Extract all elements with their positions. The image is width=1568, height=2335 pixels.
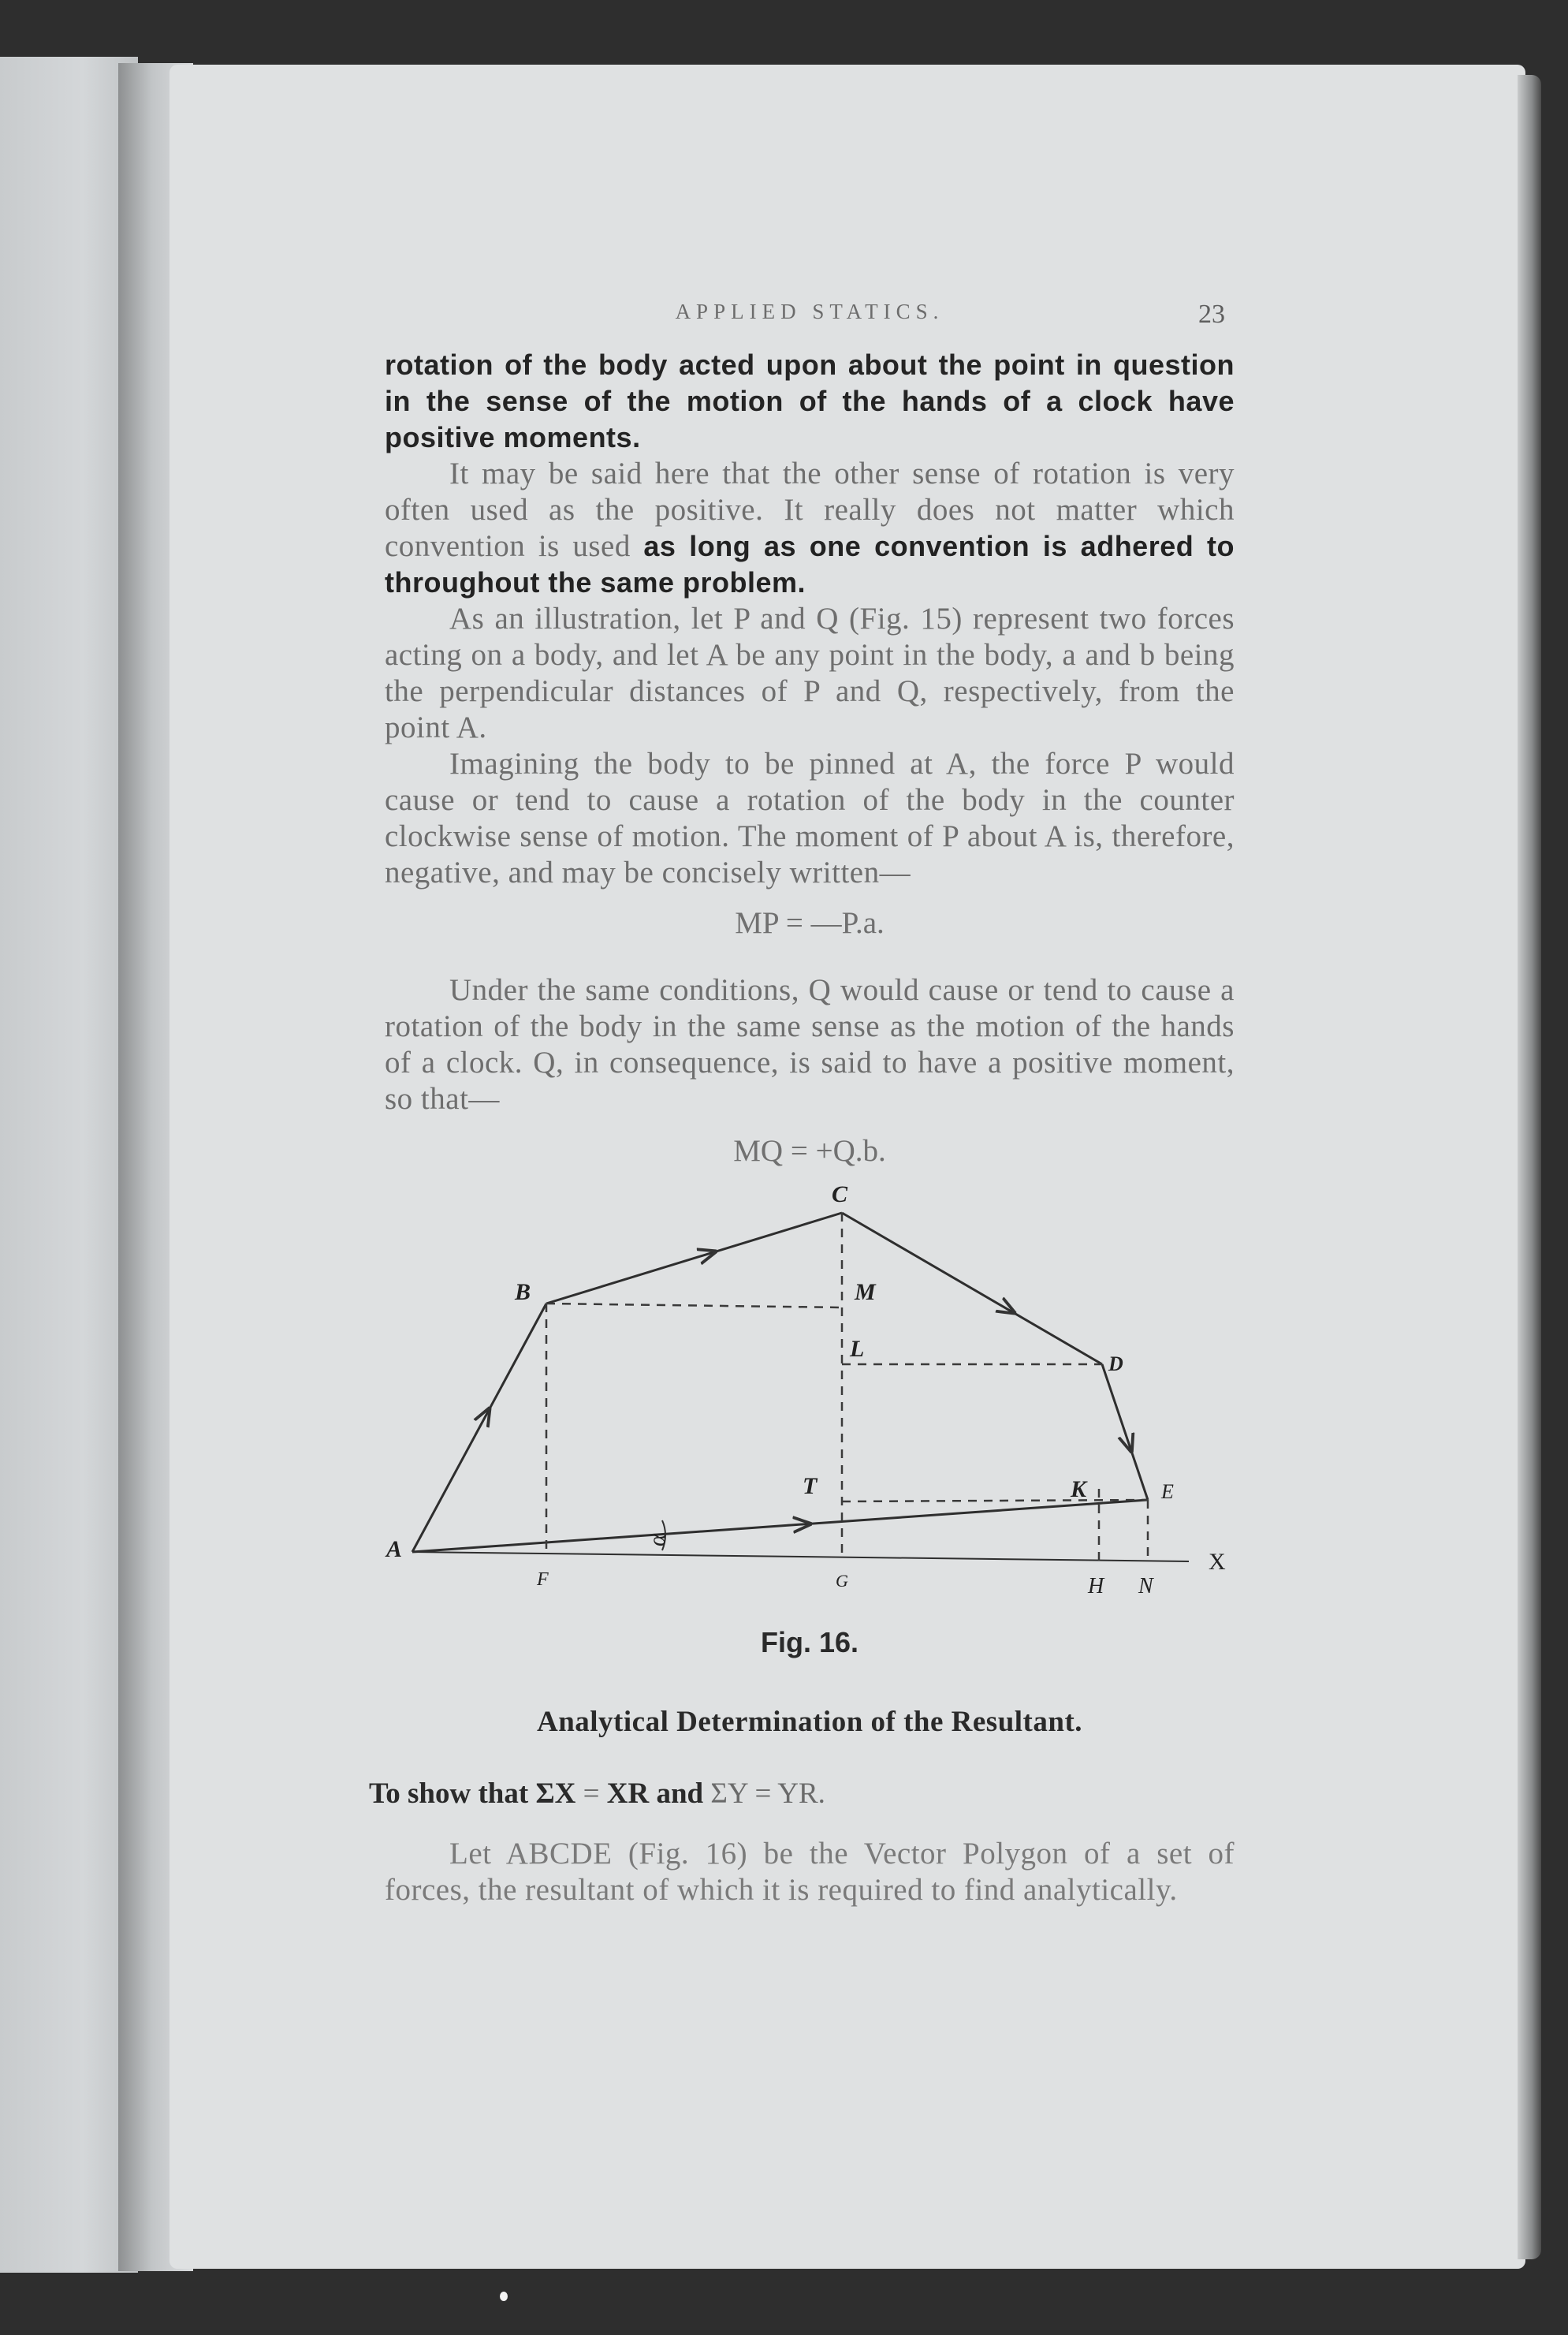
arrow-bc xyxy=(692,1254,708,1259)
facing-page-edge xyxy=(0,57,138,2273)
paragraph-convention xyxy=(385,456,1235,601)
label-f: F xyxy=(537,1569,549,1590)
figure-caption: Fig. 16. xyxy=(760,1626,859,1658)
label-n: N xyxy=(1138,1574,1153,1598)
axis-ax xyxy=(412,1552,1189,1561)
formula-moment-q: MQ = +Q.b. xyxy=(733,1134,886,1168)
x-resultant: XR xyxy=(606,1777,650,1810)
page-content xyxy=(369,300,1235,1908)
label-h: H xyxy=(1088,1574,1104,1598)
figure-16 xyxy=(385,1173,1235,1615)
label-x: X xyxy=(1209,1549,1226,1575)
page-number: 23 xyxy=(1198,300,1225,329)
resultant-ae xyxy=(412,1500,1148,1552)
section-heading: Analytical Determination of the Resultant. xyxy=(536,1706,1083,1738)
label-d: D xyxy=(1108,1352,1123,1375)
subheading xyxy=(369,1777,1235,1811)
arrow-de xyxy=(1124,1430,1129,1444)
arrow-ab xyxy=(475,1416,486,1434)
label-b: B xyxy=(515,1279,531,1305)
vector-polygon-diagram xyxy=(385,1173,1235,1615)
dash-tk xyxy=(842,1500,1148,1501)
label-a: A xyxy=(386,1536,403,1562)
equals-1: = xyxy=(575,1777,607,1810)
paragraph-illustration: As an illustration, let P and Q (Fig. 15) represent two forces acting on a body, and let A be any point in the body, a and b being the perpendicular distances of P and Q, respectively, from the point A. xyxy=(385,602,1235,744)
running-head: APPLIED STATICS. xyxy=(675,300,944,323)
paragraph-convention-text: It may be said here that the other sense of rotation is very often used as the positive. It really does not matter which convention is used xyxy=(385,457,1235,563)
label-m: M xyxy=(855,1279,876,1305)
label-k: K xyxy=(1071,1476,1087,1502)
subheading-prefix: To show that xyxy=(369,1777,536,1810)
page-header xyxy=(385,300,1235,347)
subheading-and: and xyxy=(649,1777,711,1810)
label-e: E xyxy=(1161,1480,1174,1503)
sum-x: ΣX xyxy=(535,1777,576,1810)
dash-bm xyxy=(546,1304,842,1307)
paragraph-same-conditions: Under the same conditions, Q would cause or tend to cause a rotation of the body in the same sense as the motion of the hands of a clock. Q, in consequence, is said to have a positive moment, so that— xyxy=(385,973,1235,1116)
paragraph-bold-continuation: rotation of the body acted upon about the point in question in the sense of the motion of the hands of a clock have positive moments. xyxy=(385,349,1235,453)
page-speck xyxy=(500,2292,508,2301)
paragraph-convention-bold: as long as one convention is adhered to throughout the same problem. xyxy=(385,530,1235,599)
arrow-ae xyxy=(787,1524,803,1525)
page-right-edge xyxy=(1518,75,1541,2259)
label-t: T xyxy=(803,1473,818,1499)
paragraph-pinned: Imagining the body to be pinned at A, the force P would cause or tend to cause a rotation of the body in the counter clockwise sense of motion. The moment of P about A is, therefore, negative, and may be concisely written— xyxy=(385,747,1235,890)
label-g: G xyxy=(836,1571,848,1591)
label-c: C xyxy=(832,1181,848,1207)
side-cd xyxy=(842,1213,1102,1364)
label-alpha: α xyxy=(644,1534,670,1546)
formula-moment-p: MP = —P.a. xyxy=(735,906,885,940)
label-l: L xyxy=(850,1336,865,1362)
arrow-cd xyxy=(992,1300,1007,1309)
sum-y: ΣY xyxy=(710,1777,748,1810)
equals-2: = xyxy=(747,1777,778,1810)
paragraph-vector-polygon: Let ABCDE (Fig. 16) be the Vector Polygon of a set of forces, the resultant of which it is required to find analytically. xyxy=(385,1837,1235,1907)
y-resultant: YR. xyxy=(777,1777,825,1810)
